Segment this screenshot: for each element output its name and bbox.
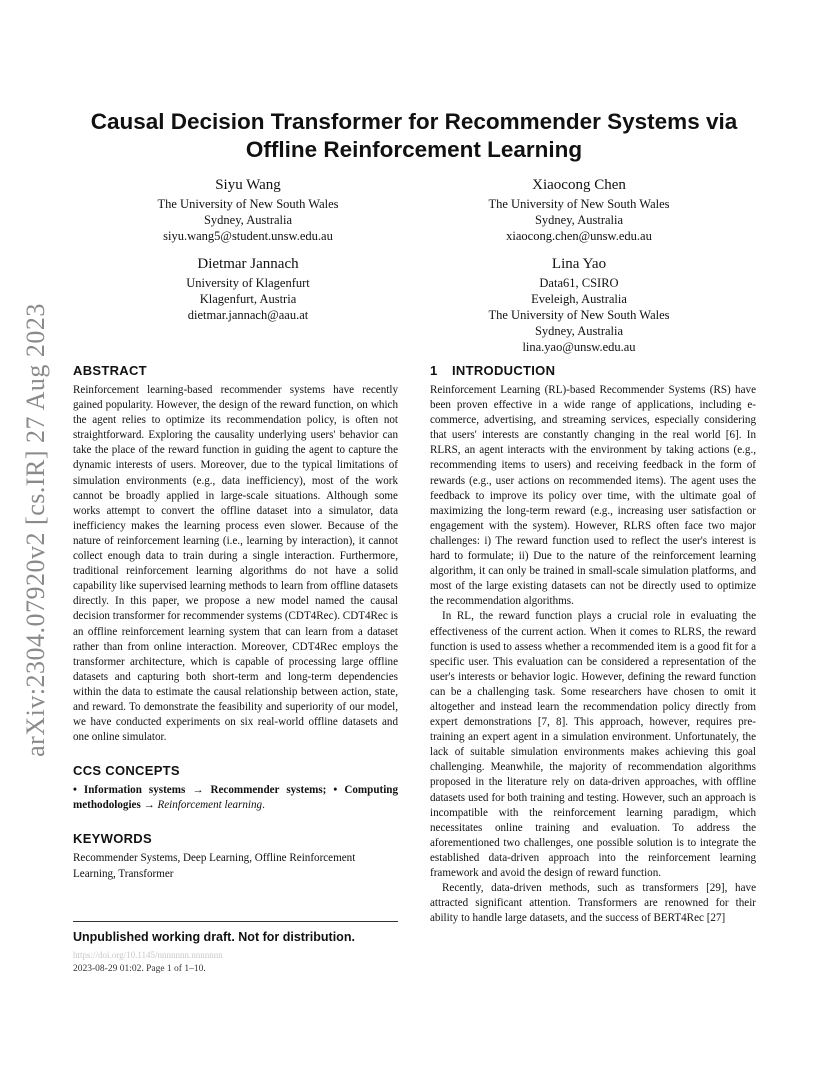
section-number: 1 [430,363,438,378]
ccs-concepts-leaf: Reinforcement learning [157,799,263,812]
author-name: Dietmar Jannach [197,256,299,272]
intro-paragraph-3: Recently, data-driven methods, such as transformers [29], have attracted significant attention. Transformers are renowned for their ability to handle large datasets, and the success of BERT4Rec [27] [430,882,756,925]
intro-paragraph-2: In RL, the reward function plays a crucial role in evaluating the effectiveness of the current action. When it comes to RLRS, the reward function is used to assess whether a recommended item is a good fit for a specific user. This evaluation can be considered a representation of the user's interests or behavior logic. However, defining the reward function can be a challenging task. Some researchers have chosen to omit it altogether and instead learn the recommendation policy directly from expert demonstrations [7, 8]. This approach, however, requires pre-training an expert agent in a simulation environment. Unfortunately, the lack of suitable simulation environments makes achieving this goal challenging. Meanwhile, the majority of recommendation algorithms proposed in the literature rely on data-driven approaches, with offline datasets used for both training and testing. However, such an approach is incompatible with the reinforcement learning paradigm, which necessitates online training and evaluation. To address the aforementioned two challenges, one possible solution is to integrate the established data-driven approach into the reinforcement learning framework and avoid the design of reward function. [430,610,756,879]
author-email[interactable]: xiaocong.chen@unsw.edu.au [506,229,652,243]
section-title: INTRODUCTION [452,363,556,378]
doi-placeholder: https://doi.org/10.1145/nnnnnnn.nnnnnnn [73,950,223,960]
intro-paragraph-1: Reinforcement Learning (RL)-based Recommender Systems (RS) have been proven effective in a wide range of applications, including e-commerce, advertising, and streaming services, especially considering that users' interests are constantly changing in the real world [6]. In RLRS, an agent interacts with the environment by taking actions (e.g., recommending items to users) and receiving feedback in the form of rewards (e.g., user actions on recommended items). The agent uses the feedback to improve its policy over time, with the ultimate goal of maximizing the long-term reward (e.g., increasing user satisfaction or engagement with the system). However, RLRS often face two major challenges: i) The reward function used to reflect the user's interest is hard to formulate; ii) Due to the nature of the reinforcement learning algorithm, it can only be trained in small-scale simulation platforms, and most of the large existing datasets can not be directly used to optimize the recommendation algorithms. [430,384,756,608]
author-block-3 [148,254,348,323]
author-block-4 [466,254,692,355]
abstract-heading: ABSTRACT [73,363,147,378]
keywords-heading: KEYWORDS [73,831,152,847]
author-email[interactable]: dietmar.jannach@aau.at [187,308,309,322]
keywords-text: Recommender Systems, Deep Learning, Offline Reinforcement Learning, Transformer [73,852,356,880]
author-affiliation-2: The University of New South Wales [488,308,670,322]
draft-notice: Unpublished working draft. Not for distribution. [73,930,355,944]
author-affiliation: Data61, CSIRO [539,276,619,290]
ccs-concepts-end: . [262,799,265,812]
author-affiliation: The University of New South Wales [157,197,339,211]
right-column [430,363,756,926]
author-block-1 [138,175,358,244]
author-affiliation: University of Klagenfurt [186,276,310,290]
author-location-2: Sydney, Australia [534,324,624,338]
author-name: Lina Yao [551,256,607,272]
footnote-rule [73,921,398,922]
author-email[interactable]: lina.yao@unsw.edu.au [522,340,636,354]
ccs-concepts-terms: • Information systems → Recommender systems; • Computing methodologies → [73,784,398,812]
author-affiliation: The University of New South Wales [488,197,670,211]
author-location: Eveleigh, Australia [531,292,627,306]
paper-title: Causal Decision Transformer for Recommender Systems via Offline Reinforcement Learning [90,109,738,162]
left-column [73,363,398,882]
arxiv-identifier: arXiv:2304.07920v2 [cs.IR] 27 Aug 2023 [21,303,50,757]
ccs-heading: CCS CONCEPTS [73,763,180,779]
page-date-info: 2023-08-29 01:02. Page 1 of 1–10. [73,964,206,974]
abstract-text: Reinforcement learning-based recommender systems have recently gained popularity. However, the design of the reward function, on which the agent relies to optimize its recommendation policy, is often not straightforward. Exploring the causality underlying users' behavior can take the place of the reward function in guiding the agent to capture the dynamic interests of users. Moreover, due to the typical limitations of simulation environments (e.g., data inefficiency), most of the work cannot be broadly applied in large-scale situations. Although some works attempt to convert the offline dataset into a simulator, data inefficiency makes the learning process even slower. Because of the nature of reinforcement learning (i.e., learning by interaction), it cannot collect enough data to train during a single interaction. Furthermore, traditional reinforcement learning algorithms do not have a solid capability like supervised learning methods to learn from offline datasets directly. In this paper, we propose a new model named the causal decision transformer for recommender systems (CDT4Rec). CDT4Rec is an offline reinforcement learning system that can learn from a dataset rather than from online interaction. Moreover, CDT4Rec employs the transformer architecture, which is capable of processing large offline datasets and capturing both short-term and long-term dependencies within the data to estimate the causal relationship between action, state, and reward. To demonstrate the feasibility and superiority of our model, we have conducted experiments on six real-world offline datasets and one online simulator. [73,384,398,744]
author-name: Xiaocong Chen [532,177,626,193]
author-location: Sydney, Australia [203,213,293,227]
author-block-2 [466,175,692,244]
author-email[interactable]: siyu.wang5@student.unsw.edu.au [163,229,333,243]
author-location: Sydney, Australia [534,213,624,227]
intro-heading [430,363,756,379]
author-location: Klagenfurt, Austria [199,292,297,306]
author-name: Siyu Wang [215,177,281,193]
ccs-concepts [73,783,398,813]
